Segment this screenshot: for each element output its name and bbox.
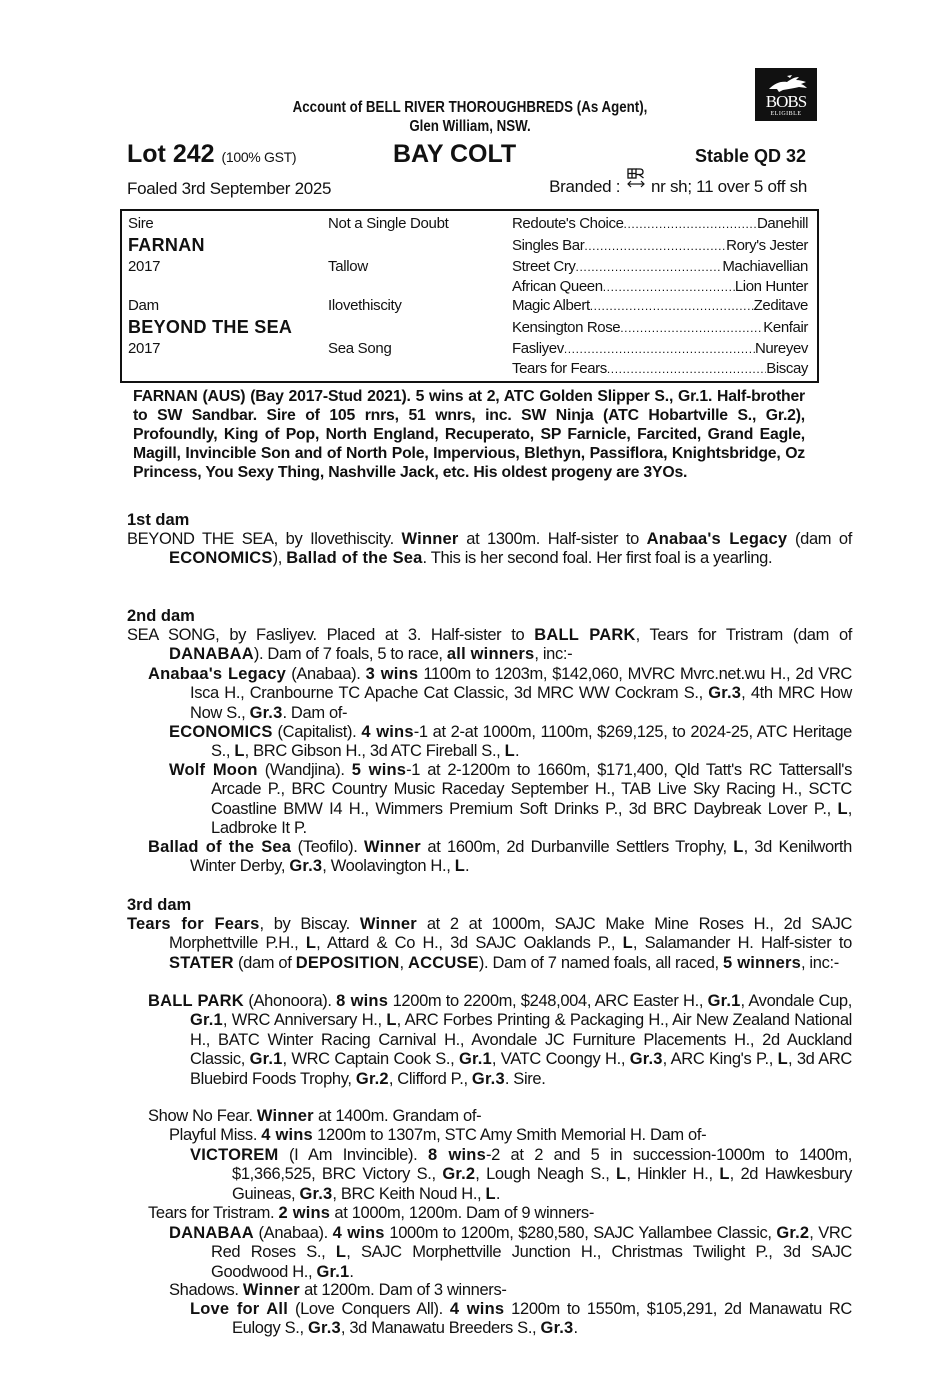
bold-run: L bbox=[616, 1165, 627, 1184]
logo-text: BOBS bbox=[765, 92, 807, 111]
bold-run: ACCUSE bbox=[407, 953, 479, 972]
gen3-sire: Rory's Jester bbox=[726, 237, 808, 254]
lot-number bbox=[127, 140, 296, 171]
brand-mark-icon bbox=[625, 170, 647, 198]
bold-run: VICTOREM bbox=[190, 1146, 279, 1164]
bold-run: DANABAA bbox=[169, 645, 254, 664]
bold-run: Gr.2 bbox=[355, 1069, 389, 1088]
vendor-account-line2: Glen William, NSW. bbox=[409, 118, 531, 135]
branded-label: Branded : bbox=[549, 177, 621, 196]
gen3-sire: Machiavellian bbox=[722, 258, 808, 275]
dam-sire: Ilovethiscity bbox=[328, 297, 402, 314]
bold-run: DANABAA bbox=[169, 1224, 254, 1242]
bold-run: Gr.1 bbox=[707, 992, 741, 1010]
dam-paragraph: BEYOND THE SEA, by Ilovethiscity. Winner at 1300m. Half-sister to Anabaa's Legacy (dam of ECONOMICS), Ballad of the Sea. This is her second foal. Her first foal is a yearling. bbox=[127, 530, 852, 568]
horse-description: BAY COLT bbox=[393, 140, 517, 168]
bold-run: L bbox=[454, 857, 465, 876]
pedigree-gen3-row bbox=[512, 296, 808, 316]
bold-run: L bbox=[777, 1050, 788, 1069]
bold-run: Gr.2 bbox=[776, 1224, 810, 1242]
bold-run: 8 wins bbox=[336, 992, 389, 1010]
leader-dots bbox=[624, 214, 757, 234]
gen3-name: Tears for Fears bbox=[512, 360, 607, 377]
pedigree-gen3-row bbox=[512, 318, 808, 338]
bold-run: Ballad of the Sea bbox=[286, 549, 423, 568]
bold-run: Gr.1 bbox=[190, 1011, 223, 1030]
sire-label: Sire bbox=[128, 215, 154, 232]
bold-run: Gr.1 bbox=[249, 1050, 283, 1069]
bobs-eligible-logo bbox=[755, 68, 817, 121]
bold-run: Gr.3 bbox=[307, 1319, 341, 1338]
bold-run: all winners bbox=[446, 645, 535, 664]
sire-name: FARNAN bbox=[128, 235, 205, 255]
bold-run: Winner bbox=[359, 915, 417, 933]
bold-run: Winner bbox=[256, 1107, 314, 1125]
bold-run: ECONOMICS bbox=[169, 549, 273, 568]
progeny-entry: Ballad of the Sea (Teofilo). Winner at 1600m, 2d Durbanville Settlers Trophy, L, 3d Kenilworth Winter Derby, Gr.3, Woolavington H., L. bbox=[148, 838, 852, 876]
gst-note: (100% GST) bbox=[221, 149, 297, 165]
bold-run: Gr.2 bbox=[442, 1165, 476, 1184]
bold-run: L bbox=[386, 1011, 397, 1030]
bold-run: Gr.3 bbox=[708, 684, 742, 703]
bold-run: 5 wins bbox=[351, 761, 407, 779]
bold-run: 3 wins bbox=[365, 665, 419, 683]
sire-year: 2017 bbox=[128, 258, 161, 275]
bold-run: Gr.3 bbox=[629, 1050, 663, 1069]
gen3-name: Kensington Rose bbox=[512, 319, 621, 336]
bold-run: Tears for Fears bbox=[127, 915, 260, 933]
bold-run: Gr.1 bbox=[459, 1050, 492, 1069]
progeny-entry: Playful Miss. 4 wins 1200m to 1307m, STC Amy Smith Memorial H. Dam of- bbox=[169, 1126, 707, 1144]
gen3-name: Redoute's Choice bbox=[512, 215, 624, 232]
logo-subtext: ELIGIBLE bbox=[770, 111, 802, 117]
bold-run: Winner bbox=[363, 838, 421, 856]
bold-run: Anabaa's Legacy bbox=[646, 530, 788, 548]
progeny-entry: VICTOREM (I Am Invincible). 8 wins-2 at 2 and 5 in succession-1000m to 1400m, $1,366,525, BRC Victory S., Gr.2, Lough Neagh S., L, Hinkler H., L, 2d Hawkesbury Guineas, Gr.3, BRC Keith Noud H., L. bbox=[190, 1146, 852, 1203]
sire-sire: Not a Single Doubt bbox=[328, 215, 449, 232]
bold-run: ECONOMICS bbox=[169, 723, 273, 741]
dam-paragraph: Tears for Fears, by Biscay. Winner at 2 at 1000m, SAJC Make Mine Roses H., 2d SAJC Morphettville P.H., L, Attard & Co H., 3d SAJC Oaklands P., L, Salamander H. Half-sister to STATER (dam of DEPOSITION, ACCUSE). Dam of 7 named foals, all raced, 5 winners, inc:- bbox=[127, 915, 853, 972]
leader-dots bbox=[584, 236, 726, 256]
bold-run: L bbox=[837, 799, 848, 818]
pedigree-gen3-row bbox=[512, 339, 808, 359]
third-dam-heading: 3rd dam bbox=[127, 896, 192, 914]
gen3-name: Street Cry bbox=[512, 258, 576, 275]
bold-run: DEPOSITION bbox=[295, 953, 400, 972]
vendor-account-line1: Account of BELL RIVER THOROUGHBREDS (As Agent), bbox=[292, 99, 648, 116]
bold-run: L bbox=[485, 1184, 496, 1203]
bold-run: Gr.3 bbox=[249, 703, 283, 722]
bold-run: Love for All bbox=[190, 1300, 288, 1318]
vendor-account bbox=[229, 98, 711, 136]
progeny-entry: ECONOMICS (Capitalist). 4 wins-1 at 2-at 1000m, 1100m, $269,125, to 2024-25, ATC Heritage S., L, BRC Gibson H., 3d ATC Fireball S., L. bbox=[169, 723, 853, 761]
bold-run: 4 wins bbox=[261, 1126, 313, 1144]
gen3-name: Singles Bar bbox=[512, 237, 585, 254]
gen3-sire: Zeditave bbox=[753, 297, 808, 314]
stable-location: Stable QD 32 bbox=[694, 146, 806, 166]
leader-dots bbox=[607, 359, 766, 379]
leader-dots bbox=[603, 277, 735, 297]
pedigree-gen3-row bbox=[512, 359, 808, 379]
bold-run: 4 wins bbox=[449, 1300, 505, 1318]
bold-run: BALL PARK bbox=[534, 626, 636, 644]
bold-run: Winner bbox=[401, 530, 459, 548]
progeny-entry: Anabaa's Legacy (Anabaa). 3 wins 1100m to 1203m, $142,060, MVRC Mvrc.net.wu H., 2d VRC Isca H., Cranbourne TC Apache Cat Classic, 3d MRC WW Cockram S., Gr.3, 4th MRC How Now S., Gr.3. Dam of- bbox=[148, 665, 852, 722]
leader-dots bbox=[620, 318, 763, 338]
first-dam-heading: 1st dam bbox=[127, 511, 190, 529]
lot-label: Lot 242 bbox=[127, 140, 215, 168]
dam-label: Dam bbox=[128, 297, 159, 314]
pedigree-gen3-row bbox=[512, 257, 808, 277]
gen3-name: Fasliyev bbox=[512, 340, 564, 357]
pedigree-gen3-row bbox=[512, 277, 808, 297]
bold-run: Gr.3 bbox=[289, 857, 323, 876]
bold-run: L bbox=[719, 1165, 730, 1184]
bold-run: 5 winners bbox=[723, 953, 801, 972]
gen3-name: African Queen bbox=[512, 278, 603, 295]
dam-name: BEYOND THE SEA bbox=[128, 317, 293, 337]
dam-dam: Sea Song bbox=[328, 340, 392, 357]
second-dam-heading: 2nd dam bbox=[127, 607, 195, 625]
progeny-entry: Tears for Tristram. 2 wins at 1000m, 1200m. Dam of 9 winners- bbox=[148, 1204, 594, 1222]
progeny-entry: Love for All (Love Conquers All). 4 wins 1200m to 1550m, $105,291, 2d Manawatu RC Eulogy S., Gr.3, 3d Manawatu Breeders S., Gr.3. bbox=[190, 1300, 852, 1338]
pedigree-gen3-row bbox=[512, 214, 808, 234]
foaled-date: Foaled 3rd September 2025 bbox=[127, 179, 332, 198]
sire-dam: Tallow bbox=[328, 258, 368, 275]
bold-run: Ballad of the Sea bbox=[148, 838, 292, 856]
progeny-entry: Wolf Moon (Wandjina). 5 wins-1 at 2-1200m to 1660m, $171,400, Qld Tatt's RC Tattersall's Arcade P., BRC Country Music Raceday September H., TAB Live Sky Racing H., SCTC Coastline BMW I4 H., Wimmers Premium Soft Drinks P., 3d BRC Daybreak Lover P., L, Ladbroke It P. bbox=[169, 761, 852, 838]
gen3-sire: Nureyev bbox=[754, 340, 808, 357]
progeny-entry: BALL PARK (Ahonoora). 8 wins 1200m to 2200m, $248,004, ARC Easter H., Gr.1, Avondale Cup, Gr.1, WRC Anniversary H., L, ARC Forbes Printing & Packaging H., Air New Zealand National H., BATC Winter Racing Carnival H., Avondale JC Furniture Placements H., 2d Auckland Classic, Gr.1, WRC Captain Cook S., Gr.1, VATC Coongy H., Gr.3, ARC King's P., L, 3d ARC Bluebird Foods Trophy, Gr.2, Clifford P., Gr.3. Sire. bbox=[148, 992, 852, 1088]
gen3-sire: Lion Hunter bbox=[734, 278, 808, 295]
bold-run: Gr.3 bbox=[299, 1184, 333, 1203]
gen3-name: Magic Albert bbox=[512, 297, 590, 314]
branded-info bbox=[549, 170, 807, 198]
dam-paragraph: SEA SONG, by Fasliyev. Placed at 3. Half-sister to BALL PARK, Tears for Tristram (dam of DANABAA). Dam of 7 foals, 5 to race, all winners, inc:- bbox=[127, 626, 853, 664]
bold-run: L bbox=[504, 742, 515, 761]
leader-dots bbox=[564, 339, 755, 359]
branded-text: nr sh; 11 over 5 off sh bbox=[651, 177, 807, 196]
gen3-sire: Biscay bbox=[766, 360, 808, 377]
bold-run: Gr.3 bbox=[540, 1319, 574, 1338]
sire-summary: FARNAN (AUS) (Bay 2017-Stud 2021). 5 wins at 2, ATC Golden Slipper S., Gr.1. Half-brother to SW Sandbar. Sire of 105 rnrs, 51 wnrs, inc. SW Ninja (ATC Hobartville S., Gr.2), Profoundly, King of Pop, North England, Recuperato, SP Farnicle, Farcited, Grand Eagle, Magill, Invincible Son and of North Pole, Impervious, Blethyn, Passiflora, Knightsbridge, Oz Princess, You Sexy Thing, Nashville Jack, etc. His oldest progeny are 3YOs. bbox=[133, 388, 805, 481]
bold-run: L bbox=[305, 934, 317, 953]
bold-run: Anabaa's Legacy bbox=[148, 665, 287, 683]
progeny-entry: Show No Fear. Winner at 1400m. Grandam of- bbox=[148, 1107, 482, 1125]
bold-run: L bbox=[234, 742, 245, 761]
bold-run: Wolf Moon bbox=[169, 761, 258, 779]
bold-run: STATER bbox=[169, 953, 234, 972]
dam-year: 2017 bbox=[128, 340, 161, 357]
bold-run: 4 wins bbox=[332, 1224, 385, 1242]
progeny-entry: Shadows. Winner at 1200m. Dam of 3 winners- bbox=[169, 1281, 507, 1299]
bold-run: L bbox=[335, 1243, 347, 1262]
pedigree-table bbox=[120, 209, 819, 383]
gen3-sire: Kenfair bbox=[763, 319, 808, 336]
progeny-entry: DANABAA (Anabaa). 4 wins 1000m to 1200m, $280,580, SAJC Yallambee Classic, Gr.2, VRC Red Roses S., L, SAJC Morphettville Junction H., Christmas Twilight P., 3d SAJC Goodwood H., Gr.1. bbox=[169, 1224, 853, 1281]
gen3-sire: Danehill bbox=[757, 215, 808, 232]
leader-dots bbox=[576, 257, 723, 277]
bold-run: 8 wins bbox=[427, 1146, 486, 1164]
pedigree-gen3-row bbox=[512, 236, 808, 256]
bold-run: L bbox=[733, 838, 744, 856]
bold-run: 2 wins bbox=[278, 1204, 331, 1222]
bold-run: 4 wins bbox=[361, 723, 414, 741]
bold-run: Gr.3 bbox=[471, 1069, 505, 1088]
leader-dots bbox=[590, 296, 754, 316]
bold-run: Winner bbox=[242, 1281, 300, 1299]
bold-run: BALL PARK bbox=[148, 992, 244, 1010]
bold-run: Gr.1 bbox=[316, 1262, 350, 1281]
bold-run: L bbox=[622, 934, 633, 953]
